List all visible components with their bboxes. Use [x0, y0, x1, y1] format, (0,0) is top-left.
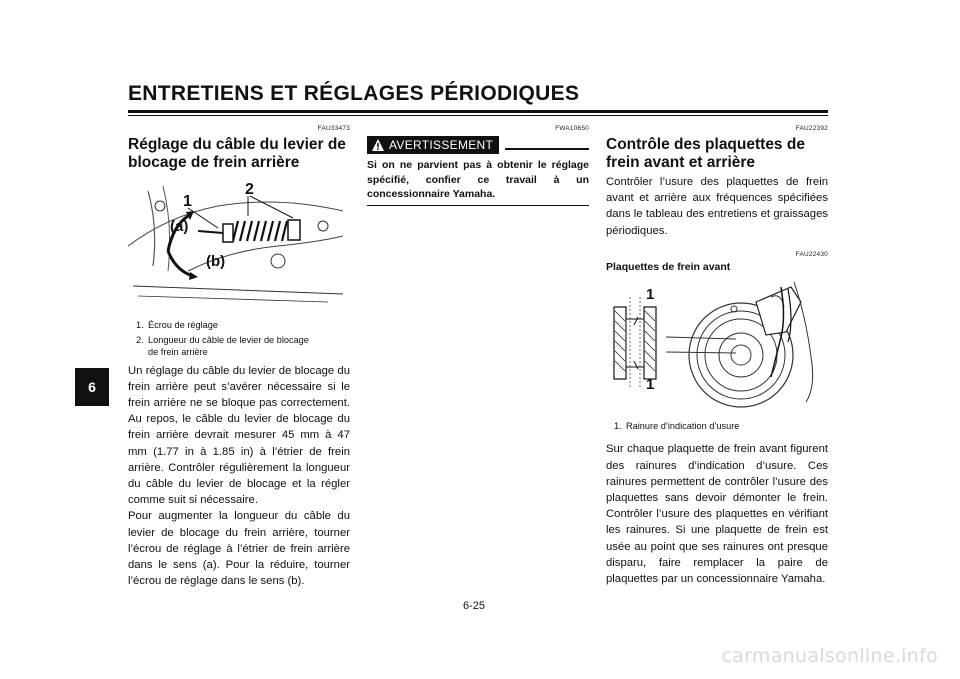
reference-code: FAU33473	[317, 125, 350, 132]
figure-caption: 1. Rainure d’indication d’usure	[614, 420, 740, 431]
body-paragraph: Un réglage du câble du levier de blocage du frein arrière peut s’avérer nécessaire si le frein arrière ne se bloque pas correctement. Au repos, le câble du levier de blocage du frein arrière devrait mesurer 45 mm à 47 mm (1.77 in à 1.85 in) à l’étrier de frein arrière. Contrôler régulièrement la longueur du câble du levier de blocage et la régler comme suit si nécessaire.	[128, 364, 350, 507]
header-rule-thin	[128, 115, 828, 116]
middle-column	[367, 125, 589, 206]
front-brake-pad-illustration	[606, 277, 828, 409]
right-column	[606, 125, 828, 587]
subsection-heading: Plaquettes de frein avant	[606, 260, 731, 273]
warning-text: Si on ne parvient pas à obtenir le réglage spécifié, confier ce travail à un concessionnaire Yamaha.	[367, 159, 589, 200]
warning-rule-bottom	[367, 205, 589, 207]
parking-brake-cable-illustration	[128, 176, 350, 306]
reference-code: FAU22430	[795, 250, 828, 258]
left-column	[128, 125, 350, 589]
caption-item: 2. Longueur du câble de levier de blocage de frein arrière	[136, 334, 309, 357]
figure-caption	[136, 319, 350, 359]
chapter-tab: 6	[75, 368, 109, 406]
reference-code: FWA10650	[555, 125, 589, 132]
warning-triangle-icon	[371, 138, 385, 152]
warning-header	[367, 136, 589, 154]
section-heading: Contrôle des plaquettes de frein avant et arrière	[606, 136, 805, 171]
body-paragraph: Contrôler l’usure des plaquettes de frein avant et arrière aux fréquences spécifiées dans le tableau des entretiens et graissages périodiques.	[606, 176, 828, 237]
body-paragraph: Pour augmenter la longueur du câble du levier de blocage du frein arrière, tourner l’écrou de réglage à l’étrier de frein arrière dans le sens (a). Pour la réduire, tourner l’écrou de réglage dans le sens (b).	[128, 510, 350, 588]
reference-code: FAU22392	[795, 125, 828, 132]
watermark: carmanualsonline.info	[721, 645, 938, 667]
page-header	[128, 82, 828, 106]
figure-label-a: (a)	[170, 218, 189, 235]
warning-rule	[505, 148, 589, 150]
section-heading: Réglage du câble du levier de blocage de frein arrière	[128, 136, 346, 171]
page-title: ENTRETIENS ET RÉGLAGES PÉRIODIQUES	[128, 82, 580, 105]
body-paragraph: Sur chaque plaquette de frein avant figurent des rainures d’indication d’usure. Ces rainures permettent de contrôler l’usure des plaquettes sans devoir démonter le frein. Contrôler l’usure des plaquettes en vérifiant les rainures. Si une plaquette de frein est usée au point que ses rainures ont presque disparu, faire remplacer la paire de plaquettes par un concessionnaire Yamaha.	[606, 443, 828, 585]
page-number: 6-25	[463, 600, 486, 612]
warning-label: AVERTISSEMENT	[389, 138, 494, 152]
warning-badge	[367, 136, 499, 154]
figure-label-top: 1	[646, 285, 655, 303]
figure-label-bottom: 1	[646, 375, 655, 393]
figure-label-b: (b)	[206, 253, 226, 270]
caption-item: 1. Écrou de réglage	[136, 320, 218, 330]
figure-label-1: 1	[183, 193, 192, 210]
figure-label-2: 2	[245, 181, 254, 198]
header-rule	[128, 110, 828, 113]
